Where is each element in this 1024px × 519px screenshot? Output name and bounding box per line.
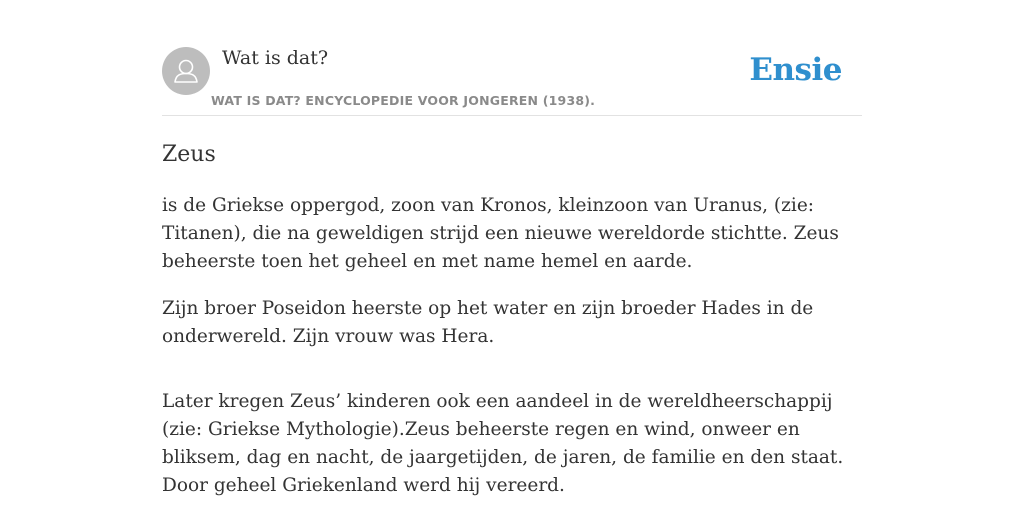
paragraph: Zijn broer Poseidon heerste op het water en zijn broeder Hades in de onderwereld. Zijn vrouw was Hera. [162,298,814,347]
paragraph: is de Griekse oppergod, zoon van Kronos, kleinzoon van Uranus, (zie: Titanen), die na geweldigen strijd een nieuwe wereldorde stichtte. Zeus beheerste toen het geheel en met name hemel en aarde. [162,195,839,272]
source-title[interactable]: Wat is dat? [222,47,329,69]
user-silhouette [162,47,210,95]
entry-content [162,192,867,519]
paragraph: Later kregen Zeus’ kinderen ook een aandeel in de wereldheerschappij (zie: Griekse Mythologie).Zeus beheerste regen en wind, onweer en bliksem, dag en nacht, de jaargetijden, de jaren, de familie en den staat. Door geheel Griekenland werd hij vereerd. [162,391,844,496]
source-subtitle[interactable]: WAT IS DAT? ENCYCLOPEDIE VOOR JONGEREN (1938). [211,93,596,108]
user-icon[interactable] [162,47,210,95]
source-header [162,46,862,116]
brand-logo[interactable]: Ensie [749,52,842,88]
entry-title: Zeus [162,142,216,167]
